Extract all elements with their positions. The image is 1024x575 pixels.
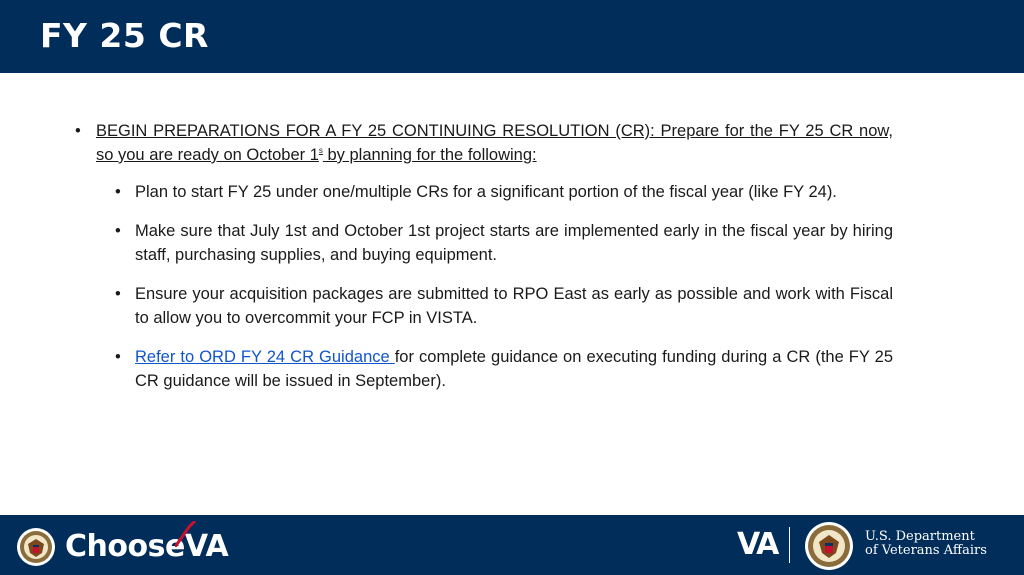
sub-bullet-text: for complete guidance on executing funding during a CR (the FY 25 CR guidance will be issued in September). [135, 348, 893, 390]
sub-bullet-text: Plan to start FY 25 under one/multiple CRs for a significant portion of the fiscal year (like FY 24). [135, 183, 837, 201]
sub-bullet-1 [115, 180, 893, 204]
choose-va-text: VA [184, 529, 229, 564]
bullet-marker: • [115, 285, 121, 303]
department-line-1: U.S. Department [865, 529, 975, 544]
va-seal-icon [16, 527, 56, 567]
department-seal-icon [804, 521, 854, 571]
sub-bullet-3 [115, 282, 893, 330]
title-bar [0, 0, 1024, 73]
sub-bullet-2 [115, 219, 893, 267]
slide-content [75, 119, 893, 408]
main-bullet-text-end: by planning for the following: [322, 146, 537, 164]
va-logo: VA [737, 527, 778, 562]
cr-guidance-link[interactable]: Refer to ORD FY 24 CR Guidance [135, 348, 395, 366]
sub-bullet-4 [115, 345, 893, 393]
bullet-marker: • [115, 348, 121, 366]
bullet-marker: • [115, 183, 121, 201]
logo-divider [789, 527, 790, 563]
bullet-marker: • [75, 122, 81, 140]
checkmark-icon [175, 521, 215, 547]
department-wordmark [865, 530, 987, 558]
sub-bullet-text: Make sure that July 1st and October 1st project starts are implemented early in the fiscal year by hiring staff, purchasing supplies, and buying equipment. [135, 222, 893, 264]
slide-title: FY 25 CR [40, 16, 209, 55]
department-line-2: of Veterans Affairs [865, 543, 987, 558]
main-bullet [75, 119, 893, 167]
footer-bar [0, 515, 1024, 575]
main-bullet-superscript: s [318, 146, 323, 155]
main-bullet-text-start: BEGIN PREPARATIONS FOR A FY 25 CONTINUING RESOLUTION (CR): Prepare for the FY 25 CR now, so you are ready on October 1 [96, 122, 893, 164]
bullet-marker: • [115, 222, 121, 240]
sub-bullet-text: Ensure your acquisition packages are submitted to RPO East as early as possible and work with Fiscal to allow you to overcommit your FCP in VISTA. [135, 285, 893, 327]
choose-text: Choose [65, 529, 185, 564]
